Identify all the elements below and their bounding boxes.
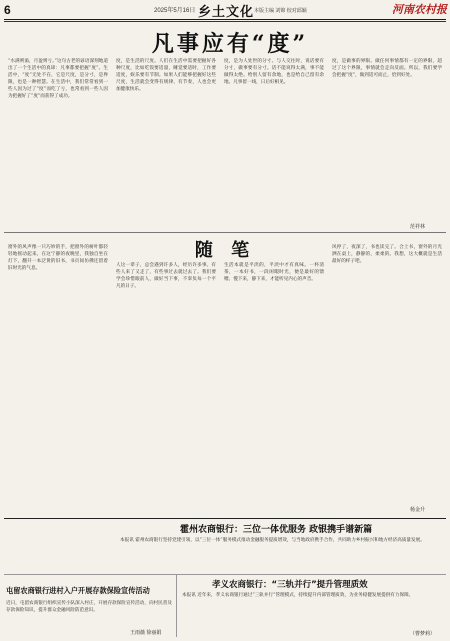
essay2-col4: 风停了，夜深了，书也读完了。合上书，窗外的月光洒在桌上，静静的，柔柔的。我想，这大概就是生活最好的样子吧。 <box>332 245 442 264</box>
ad-row-divider <box>4 574 446 575</box>
masthead-logo: 河南农村报 <box>392 3 447 16</box>
ad-column-divider <box>176 575 177 637</box>
ad2-author: 王雨薇 徐丽娟 <box>130 630 162 636</box>
issue-date: 2025年5月16日 <box>154 8 196 14</box>
section-divider <box>4 232 446 233</box>
ad3-author: （曹梦莉） <box>410 631 436 637</box>
ad2-title: 屯留农商银行进村入户开展存款保险宣传活动 <box>6 586 150 595</box>
ad3-title: 孝义农商银行：“三轨并行”提升管理质效 <box>212 580 368 590</box>
essay1-author: 范祥林 <box>410 224 426 230</box>
section-title: 乡土文化 <box>198 4 255 19</box>
ad3-text: 本报讯 近年来，孝义农商银行通过“三轨并行”管理模式，持续提升内部管理质效，为业务稳健发展提供有力保障。 <box>182 593 414 598</box>
page-number: 6 <box>4 3 11 17</box>
page-header <box>4 2 446 20</box>
ad1-text: 本报讯 霍州农商银行坚持党建引领，以“三位一体”服务模式推动金融服务提质增效，与当地政府携手合作，共同助力乡村振兴和地方经济高质量发展。 <box>120 538 425 543</box>
essay2-col1: 窗外的风声像一只巧妙的手，把窗外的树叶都轻轻地摇动起来。在这宁静的夜晚里，我独自坐在灯下，翻开一本泛黄的旧书，书页间仿佛还留着旧时光的气息。 <box>8 245 108 271</box>
essay1-col3: 度，是为人处世的分寸。与人交往时，说话要有分寸，做事要有分寸。话不能说得太满，事不能做得太绝。给别人留有余地，也是给自己留有余地。凡事留一线，日后好相见。 <box>224 59 324 85</box>
ad1-title: 霍州农商银行：三位一体优服务 政银携手谱新篇 <box>180 525 373 535</box>
essay2-col3: 生活本就是平淡的，平淡中才有真味。一杯清茶，一本好书，一段闲暇时光，便是最好的馈赠。慢下来，静下来，才能听见内心的声音。 <box>224 263 324 282</box>
header-rule <box>4 21 446 22</box>
essay1-title: 凡事应有“度” <box>151 31 309 57</box>
editor-line: 本版主编 刘锦 校对邱颖 <box>254 8 307 14</box>
essay2-title: 随 笔 <box>194 240 256 261</box>
essay1-col4: 度，是做事的界限。做任何事情都有一定的界限，超过了这个界限，事情就会走向反面。所以，我们要学会把握“度”，做到适可而止，恰到好处。 <box>332 59 442 78</box>
essay1-col1: “水满则溢，月盈则亏。”这句古老的谚语深刻地道出了一个生活中的真谛：凡事都要把握“度”。生活中，“度”无处不在，它是尺度，是分寸，是界限，也是一种智慧。在生活中，我们常常看到一些人因为过了“度”而吃了亏，也常看到一些人因为把握好了“度”而获得了成功。 <box>8 59 108 99</box>
essay2-col2: 人这一辈子，总会遇到许多人，经历许多事。有些人来了又走了，有些事过去就过去了。我们要学会珍惜眼前人，做好当下事，不辜负每一个平凡的日子。 <box>116 263 216 289</box>
ad2-text: 近日，屯留农商银行组织宣传小队深入村庄，开展存款保险宣传活动，向村民普及存款保险知识，提升群众金融风险防范意识。 <box>6 601 172 613</box>
essay2-author: 杨金升 <box>410 507 426 513</box>
essay1-col2: 度，是生活的尺度。人们在生活中需要把握好各种尺度，比如吃饭要适量，睡觉要适时，工作要适度，娱乐要有节制。如果人们能够把握好这些尺度，生活就会变得有规律、有节奏，人也会更加健康快乐。 <box>116 59 216 92</box>
